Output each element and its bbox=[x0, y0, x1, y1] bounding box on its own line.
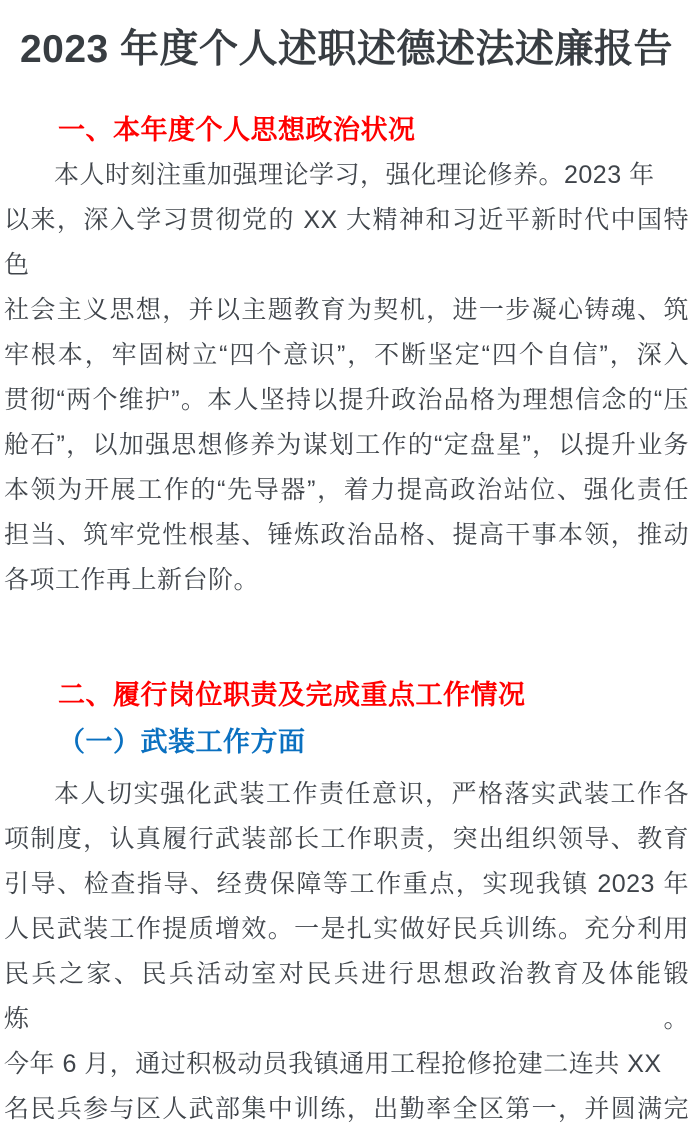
document-title: 2023 年度个人述职述德述法述廉报告 bbox=[19, 28, 674, 71]
document-body bbox=[4, 108, 689, 1132]
text-line: 担当、筑牢党性根基、锤炼政治品格、提高干事本领，推动 bbox=[4, 521, 689, 549]
paragraph bbox=[4, 772, 689, 1132]
text-line: 民兵之家、民兵活动室对民兵进行思想政治教育及体能锻炼。 bbox=[4, 960, 689, 1033]
text-line: 牢根本，牢固树立“四个意识”，不断坚定“四个自信”，深入 bbox=[4, 341, 689, 369]
text-line: 本人时刻注重加强理论学习，强化理论修养。2023 年 bbox=[54, 161, 655, 189]
text-line: 舱石”，以加强思想修养为谋划工作的“定盘星”，以提升业务 bbox=[4, 431, 689, 459]
text-line: 本人切实强化武装工作责任意识，严格落实武装工作各 bbox=[54, 780, 689, 808]
text-line: 名民兵参与区人武部集中训练，出勤率全区第一，并圆满完 bbox=[4, 1095, 689, 1123]
text-line: 各项工作再上新台阶。 bbox=[4, 566, 260, 594]
text-line: 今年 6 月，通过积极动员我镇通用工程抢修抢建二连共 XX bbox=[4, 1050, 662, 1078]
section-heading: 二、履行岗位职责及完成重点工作情况 bbox=[58, 680, 526, 710]
section-heading: 一、本年度个人思想政治状况 bbox=[58, 115, 416, 145]
subsection-heading: （一）武装工作方面 bbox=[58, 727, 306, 757]
text-line: 社会主义思想，并以主题教育为契机，进一步凝心铸魂、筑 bbox=[4, 296, 689, 324]
text-line: 引导、检查指导、经费保障等工作重点，实现我镇 2023 年 bbox=[4, 870, 689, 898]
text-line: 贯彻“两个维护”。本人坚持以提升政治品格为理想信念的“压 bbox=[4, 386, 689, 414]
document-page bbox=[0, 22, 693, 1123]
text-line: 项制度，认真履行武装部长工作职责，突出组织领导、教育 bbox=[4, 825, 689, 853]
text-line: 人民武装工作提质增效。一是扎实做好民兵训练。充分利用 bbox=[4, 915, 689, 943]
paragraph bbox=[4, 153, 689, 603]
text-line: 本领为开展工作的“先导器”，着力提高政治站位、强化责任 bbox=[4, 476, 689, 504]
text-line: 以来，深入学习贯彻党的 XX 大精神和习近平新时代中国特色 bbox=[4, 206, 689, 279]
